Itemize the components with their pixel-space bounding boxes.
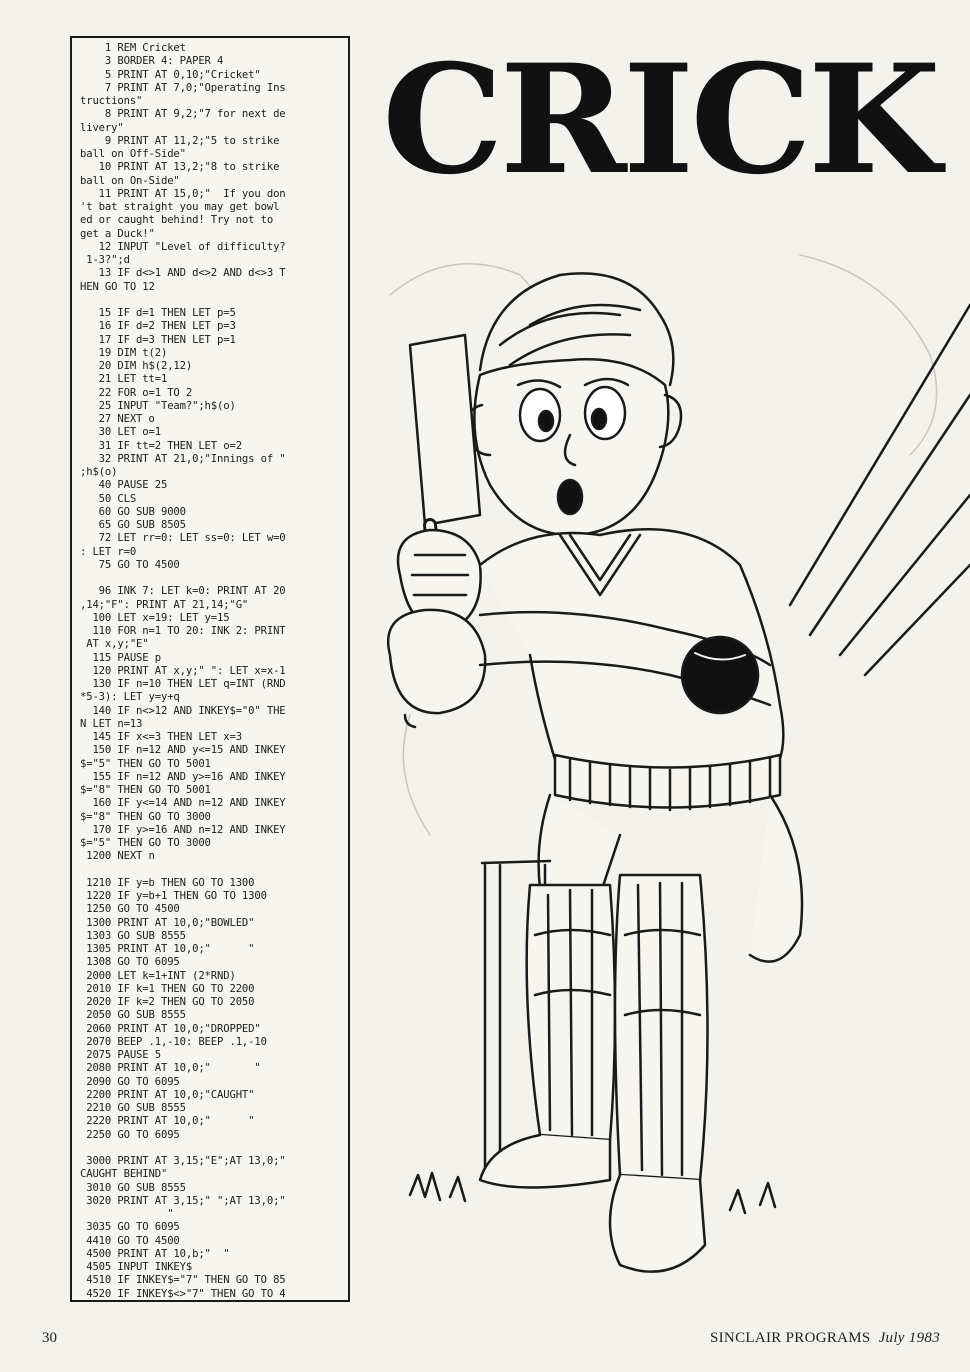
listing-line: 16 IF d=2 THEN LET p=3 [80, 320, 236, 333]
listing-line: " [80, 1208, 174, 1220]
listing-line: $="5" THEN GO TO 5001 [80, 757, 211, 770]
listing-line: ,14;"F": PRINT AT 21,14;"G" [80, 598, 249, 611]
listing-line: 4410 GO TO 4500 [80, 1234, 180, 1247]
listing-line: $="8" THEN GO TO 3000 [80, 810, 211, 823]
listing-line: 96 INK 7: LET k=0: PRINT AT 20 [80, 585, 286, 598]
listing-line: $="5" THEN GO TO 3000 [80, 837, 211, 849]
listing-line: ;h$(o) [80, 466, 118, 478]
listing-line: 10 PRINT AT 13,2;"8 to strike [80, 161, 280, 174]
listing-line: 60 GO SUB 9000 [80, 505, 186, 518]
listing-line: 140 IF n<>12 AND INKEY$="0" THE [80, 704, 286, 717]
listing-line: 11 PRINT AT 15,0;" If you don [80, 187, 286, 200]
listing-line: HEN GO TO 12 [80, 280, 155, 293]
magazine-name: SINCLAIR PROGRAMS [710, 1330, 871, 1346]
listing-line: 17 IF d=3 THEN LET p=1 [80, 333, 236, 346]
listing-line: 4500 PRINT AT 10,b;" " [80, 1247, 230, 1260]
listing-line: 160 IF y<=14 AND n=12 AND INKEY [80, 797, 286, 810]
listing-line: 155 IF n=12 AND y>=16 AND INKEY [80, 770, 286, 783]
listing-line: 21 LET tt=1 [80, 373, 168, 386]
listing-line: 2080 PRINT AT 10,0;" " [80, 1062, 261, 1075]
listing-line: 2000 LET k=1+INT (2*RND) [80, 969, 236, 982]
listing-line: 7 PRINT AT 7,0;"Operating Ins [80, 81, 286, 94]
listing-line: 27 NEXT o [80, 413, 155, 425]
listing-line: ed or caught behind! Try not to [80, 214, 274, 227]
listing-line: 4510 IF INKEY$="7" THEN GO TO 85 [80, 1274, 286, 1287]
listing-line: 1300 PRINT AT 10,0;"BOWLED" [80, 916, 255, 929]
listing-line: 2220 PRINT AT 10,0;" " [80, 1115, 255, 1128]
listing-line: 20 DIM h$(2,12) [80, 360, 193, 372]
listing-line [80, 1142, 344, 1155]
listing-line: N LET n=13 [80, 717, 143, 730]
listing-line: ball on Off-Side" [80, 148, 186, 160]
listing-line: tructions" [80, 95, 143, 107]
listing-line: 4520 IF INKEY$<>"7" THEN GO TO 4 [80, 1287, 286, 1300]
listing-line [80, 864, 344, 877]
listing-line [80, 294, 344, 307]
listing-line: $="8" THEN GO TO 5001 [80, 784, 211, 796]
listing-line: 31 IF tt=2 THEN LET o=2 [80, 439, 242, 452]
issue-date: July 1983 [878, 1330, 940, 1346]
listing-line: 3035 GO TO 6095 [80, 1221, 180, 1234]
listing-line: 75 GO TO 4500 [80, 558, 180, 571]
listing-line: 19 DIM t(2) [80, 346, 168, 359]
listing-line: ball on On-Side" [80, 174, 180, 187]
listing-line: 3 BORDER 4: PAPER 4 [80, 55, 224, 68]
listing-line: 8 PRINT AT 9,2;"7 for next de [80, 108, 286, 121]
article-title: CRICK [382, 32, 937, 208]
listing-line: 2090 GO TO 6095 [80, 1075, 180, 1088]
listing-line: 't bat straight you may get bowl [80, 201, 280, 213]
listing-line: AT x,y;"E" [80, 638, 149, 651]
listing-line: 2210 GO SUB 8555 [80, 1102, 186, 1114]
listing-line: 1303 GO SUB 8555 [80, 929, 186, 942]
listing-line: 1210 IF y=b THEN GO TO 1300 [80, 876, 255, 889]
listing-line: 2060 PRINT AT 10,0;"DROPPED" [80, 1022, 261, 1035]
listing-line: 100 LET x=19: LET y=15 [80, 611, 230, 624]
listing-line: : LET r=0 [80, 545, 137, 558]
listing-line: 115 PAUSE p [80, 651, 161, 664]
listing-line: 12 INPUT "Level of difficulty? [80, 240, 286, 253]
listing-line: 2010 IF k=1 THEN GO TO 2200 [80, 982, 255, 995]
listing-line: 1250 GO TO 4500 [80, 903, 180, 916]
listing-line: 3020 PRINT AT 3,15;" ";AT 13,0;" [80, 1194, 286, 1207]
listing-line: 110 FOR n=1 TO 20: INK 2: PRINT [80, 625, 286, 637]
listing-line: CAUGHT BEHIND" [80, 1168, 168, 1181]
listing-line: 5 PRINT AT 0,10;"Cricket" [80, 68, 261, 81]
listing-line: 30 LET o=1 [80, 426, 161, 439]
listing-line: 9 PRINT AT 11,2;"5 to strike [80, 134, 280, 147]
listing-line: 4505 INPUT INKEY$ [80, 1261, 193, 1273]
listing-line: 3010 GO SUB 8555 [80, 1181, 186, 1194]
listing-line: 130 IF n=10 THEN LET q=INT (RND [80, 678, 286, 690]
listing-line: 150 IF n=12 AND y<=15 AND INKEY [80, 744, 286, 757]
listing-line: 2050 GO SUB 8555 [80, 1009, 186, 1022]
cricket-batsman-icon [370, 235, 970, 1315]
listing-line: 50 CLS [80, 492, 137, 505]
listing-line: 120 PRINT AT x,y;" ": LET x=x-1 [80, 664, 286, 677]
listing-line: 1-3?";d [80, 254, 130, 266]
program-listing-box [70, 36, 350, 1302]
listing-line: 1305 PRINT AT 10,0;" " [80, 943, 255, 955]
listing-line: 40 PAUSE 25 [80, 479, 168, 492]
listing-line: *5-3): LET y=y+q [80, 691, 180, 704]
listing-line: 3000 PRINT AT 3,15;"E";AT 13,0;" [80, 1155, 286, 1167]
listing-line: 1220 IF y=b+1 THEN GO TO 1300 [80, 890, 267, 902]
listing-line: 2075 PAUSE 5 [80, 1049, 161, 1061]
page-number: 30 [42, 1330, 57, 1346]
listing-line: livery" [80, 121, 124, 134]
listing-line: 1308 GO TO 6095 [80, 956, 180, 969]
listing-line: 1 REM Cricket [80, 42, 186, 54]
listing-line: 170 IF y>=16 AND n=12 AND INKEY [80, 823, 286, 836]
listing-line: 32 PRINT AT 21,0;"Innings of " [80, 452, 286, 465]
listing-line: 2250 GO TO 6095 [80, 1128, 180, 1141]
program-listing [72, 38, 348, 1301]
listing-line: 13 IF d<>1 AND d<>2 AND d<>3 T [80, 267, 286, 280]
listing-line: 15 IF d=1 THEN LET p=5 [80, 307, 236, 319]
listing-line: 25 INPUT "Team?";h$(o) [80, 399, 236, 412]
listing-line: 72 LET rr=0: LET ss=0: LET w=0 [80, 532, 286, 545]
listing-line: 2200 PRINT AT 10,0;"CAUGHT" [80, 1088, 255, 1101]
listing-line: 145 IF x<=3 THEN LET x=3 [80, 731, 242, 743]
listing-line [80, 572, 344, 585]
listing-line: 2020 IF k=2 THEN GO TO 2050 [80, 996, 255, 1008]
listing-line: 2070 BEEP .1,-10: BEEP .1,-10 [80, 1035, 267, 1048]
listing-line: 65 GO SUB 8505 [80, 519, 186, 531]
listing-line: get a Duck!" [80, 227, 155, 240]
listing-line: 22 FOR o=1 TO 2 [80, 386, 193, 399]
magazine-footer [710, 1330, 940, 1347]
listing-line: 1200 NEXT n [80, 850, 155, 863]
